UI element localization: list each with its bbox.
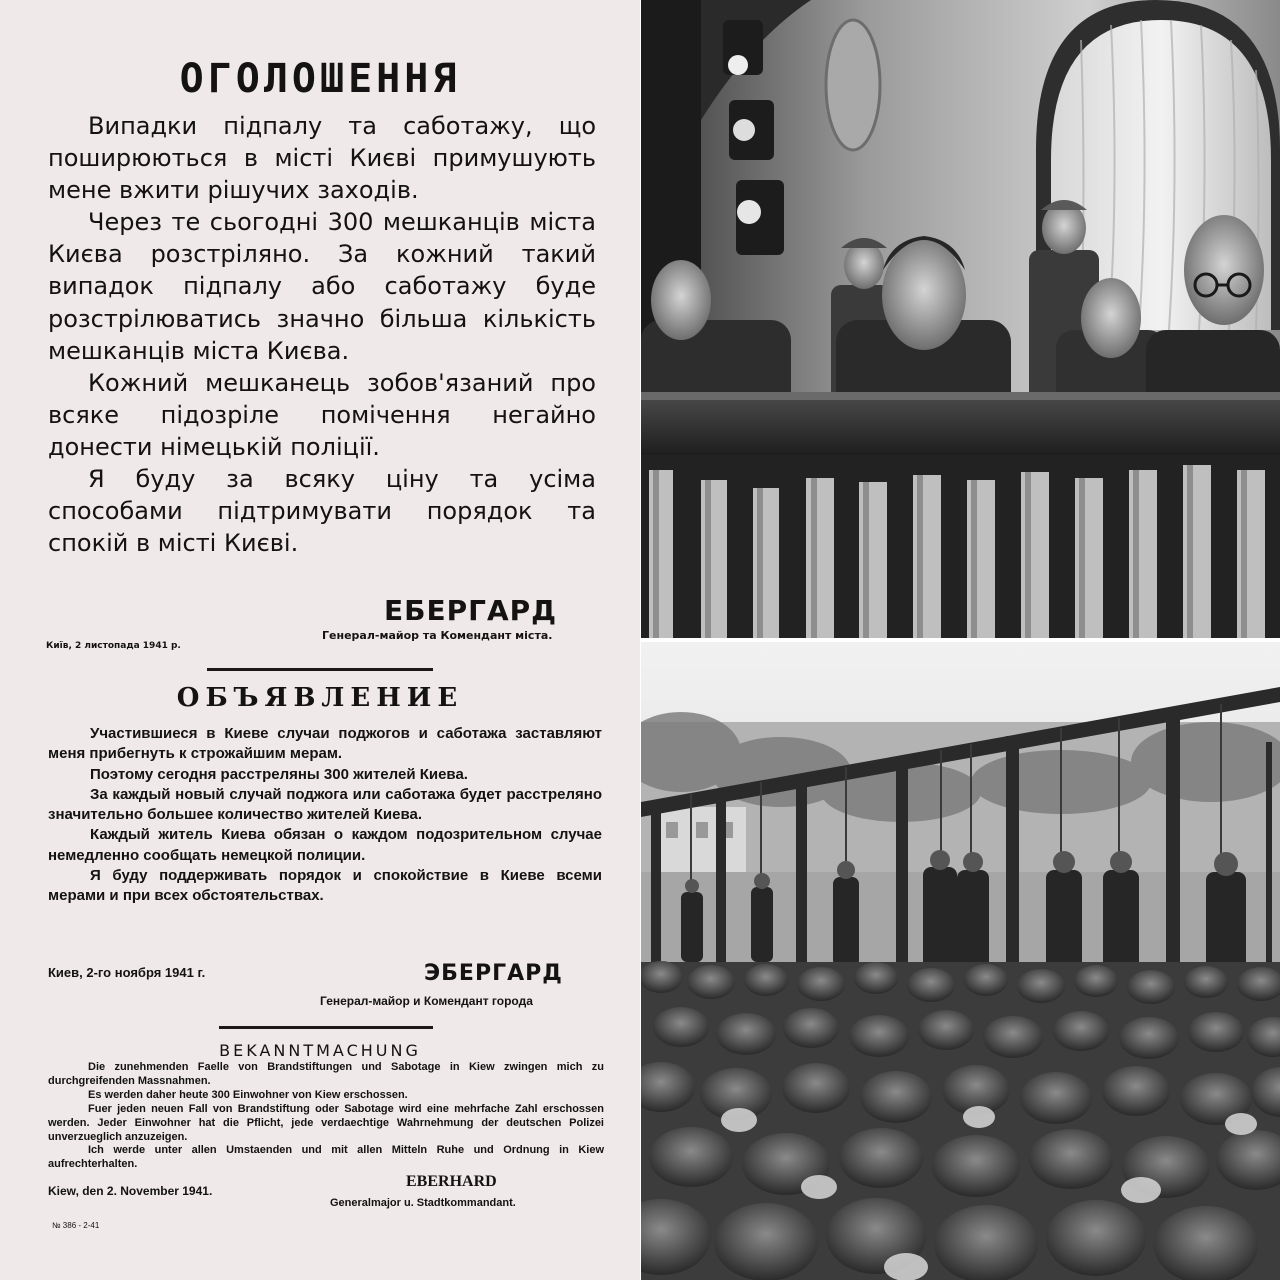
russian-paragraph: Я буду поддерживать порядок и спокойствие в Киеве всеми мерами и при всех обстоятельствах. — [48, 867, 602, 905]
courtroom-photo — [641, 0, 1280, 638]
section-divider — [207, 668, 433, 671]
ukrainian-paragraph: Через те сьогодні 300 мешканців міста Києва розстріляно. За кожний такий випадок підпалу або саботажу буде розстрілюватись значно більша кількість мешканців міста Києва. — [48, 208, 596, 365]
russian-text — [48, 724, 602, 907]
ukrainian-text — [48, 110, 596, 559]
russian-paragraph: Поэтому сегодня расстреляны 300 жителей Киева. — [90, 765, 468, 783]
german-paragraph: Ich werde unter allen Umstaenden und mit allen Mitteln Ruhe und Ordnung in Kiew aufrechterhalten. — [48, 1144, 604, 1171]
german-text — [48, 1061, 604, 1172]
russian-paragraph: Участившиеся в Киеве случаи поджогов и саботажа заставляют меня прибегнуть к строжайшим мерам. — [48, 725, 602, 763]
section-divider — [219, 1026, 433, 1029]
ukrainian-heading: ОГОЛОШЕННЯ — [179, 56, 461, 102]
ukrainian-signature-title: Генерал-майор та Комендант міста. — [322, 629, 553, 642]
ukrainian-date: Київ, 2 листопада 1941 р. — [46, 641, 181, 651]
execution-crowd-photo — [641, 642, 1280, 1280]
russian-heading: ОБЪЯВЛЕНИЕ — [176, 683, 464, 713]
german-paragraph: Fuer jeden neuen Fall von Brandstiftung oder Sabotage wird eine mehrfache Zahl erschossen werden. Jeder Einwohner hat die Pflicht, jede verdaechtige Wahrnehmung der deutschen Polizei unverzueglich anzuzeigen. — [48, 1102, 604, 1143]
print-mark: № 386 - 2-41 — [52, 1221, 100, 1230]
russian-signature-title: Генерал-майор и Комендант города — [320, 994, 533, 1008]
russian-paragraph: Каждый житель Киева обязан о каждом подозрительном случае немедленно сообщать немецкой полиции. — [48, 826, 602, 864]
german-date: Kiew, den 2. November 1941. — [48, 1184, 213, 1198]
russian-date: Киев, 2-го ноября 1941 г. — [48, 965, 206, 980]
german-paragraph: Es werden daher heute 300 Einwohner von Kiew erschossen. — [88, 1088, 408, 1101]
russian-signature: ЭБЕРГАРД — [424, 961, 563, 986]
ukrainian-paragraph: Кожний мешканець зобов'язаний про всяке підозріле помічення негайно донести німецькій поліції. — [48, 368, 596, 461]
german-signature-title: Generalmajor u. Stadtkommandant. — [330, 1197, 516, 1209]
german-paragraph: Die zunehmenden Faelle von Brandstiftungen und Sabotage in Kiew zwingen mich zu durchgreifenden Massnahmen. — [48, 1061, 604, 1087]
ukrainian-signature: ЕБЕРГАРД — [384, 594, 558, 627]
russian-paragraph: За каждый новый случай поджога или саботажа будет расстреляно значительно большее количество жителей Киева. — [48, 785, 602, 824]
ukrainian-paragraph: Я буду за всяку ціну та усіма способами підтримувати порядок та спокій в місті Києві. — [48, 465, 596, 558]
ukrainian-paragraph: Випадки підпалу та саботажу, що поширюються в місті Києві примушують мене вжити рішучих заходів. — [48, 112, 596, 205]
german-heading: BEKANNTMACHUNG — [219, 1041, 421, 1060]
german-signature: EBERHARD — [406, 1173, 497, 1190]
